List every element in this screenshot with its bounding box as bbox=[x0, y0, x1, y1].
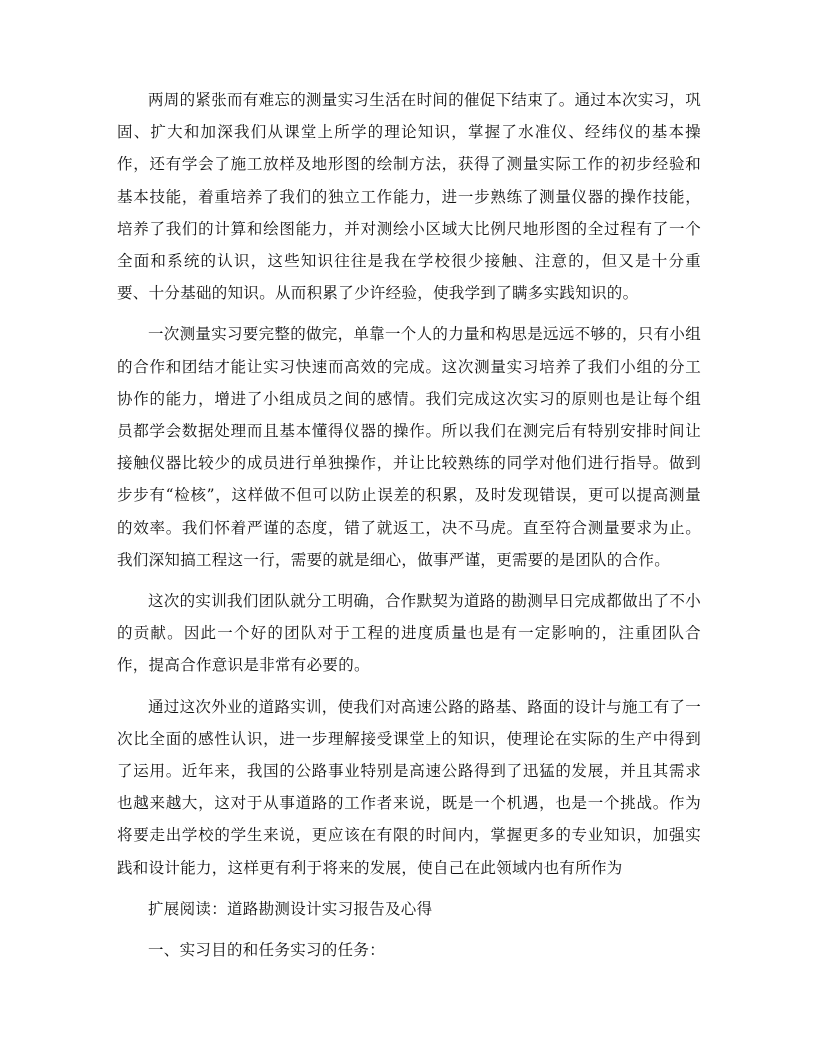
paragraph-teamwork: 一次测量实习要完整的做完，单靠一个人的力量和构思是远远不够的，只有小组的合作和团结才能让实习快速而高效的完成。这次测量实习培养了我们小组的分工协作的能力，增进了小组成员之间的感情。我们完成这次实习的原则也是让每个组员都学会数据处理而且基本懂得仪器的操作。所以我们在测完后有特别安排时间让接触仪器比较少的成员进行单独操作，并让比较熟练的同学对他们进行指导。做到步步有“检核”，这样做不但可以防止误差的积累，及时发现错误，更可以提高测量的效率。我们怀着严谨的态度，错了就返工，决不马虎。直至符合测量要求为止。我们深知搞工程这一行，需要的就是细心，做事严谨，更需要的是团队的合作。 bbox=[117, 325, 702, 569]
paragraph-gap bbox=[117, 576, 701, 585]
section-heading-purpose: 一、实习目的和任务实习的任务： bbox=[148, 941, 386, 960]
paragraph-gap bbox=[117, 884, 701, 893]
document-body bbox=[117, 84, 701, 966]
paragraph-gap bbox=[117, 309, 701, 318]
paragraph-team-contribution: 这次的实训我们团队就分工明确，合作默契为道路的勘测早日完成都做出了不小的贡献。因此一个好的团队对于工程的进度质量也是有一定影响的，注重团队合作，提高合作意识是非常有必要的。 bbox=[117, 592, 702, 675]
paragraph-survey-internship-summary: 两周的紧张而有难忘的测量实习生活在时间的催促下结束了。通过本次实习，巩固、扩大和加深我们从课堂上所学的理论知识，掌握了水准仪、经纬仪的基本操作，还有学会了施工放样及地形图的绘制方法，获得了测量实际工作的初步经验和基本技能，着重培养了我们的独立工作能力，进一步熟练了测量仪器的操作技能，培养了我们的计算和绘图能力，并对测绘小区域大比例尺地形图的全过程有了一个全面和系统的认识，这些知识往往是我在学校很少接触、注意的，但又是十分重要、十分基础的知识。从而积累了少许经验，使我学到了瞒多实践知识的。 bbox=[117, 91, 702, 303]
paragraph-gap bbox=[117, 925, 701, 934]
extended-reading-heading: 扩展阅读：道路勘测设计实习报告及心得 bbox=[148, 899, 433, 918]
paragraph-gap bbox=[117, 682, 701, 691]
paragraph-road-training: 通过这次外业的道路实训，使我们对高速公路的路基、路面的设计与施工有了一次比全面的感性认识，进一步理解接受课堂上的知识，使理论在实际的生产中得到了运用。近年来，我国的公路事业特别是高速公路得到了迅猛的发展，并且其需求也越来越大，这对于从事道路的工作者来说，既是一个机遇，也是一个挑战。作为将要走出学校的学生来说，更应该在有限的时间内，掌握更多的专业知识，加强实践和设计能力，这样更有利于将来的发展，使自己在此领域内也有所作为 bbox=[117, 697, 702, 877]
